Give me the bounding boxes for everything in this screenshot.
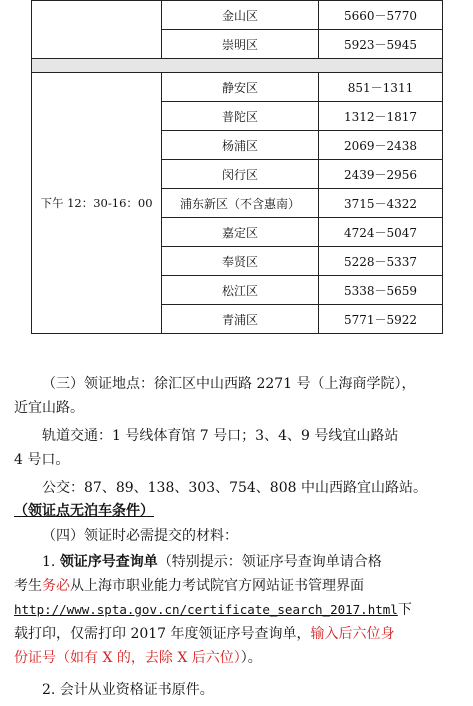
certificate-search-link[interactable]: http://www.spta.gov.cn/certificate_search_2017.html [14,602,398,617]
item-text: 考生 [14,578,42,594]
item-text: 从上海市职业能力考试院官方网站证书管理界面 [70,578,364,594]
distribution-table [31,0,443,334]
range-cell: 851－1311 [319,73,443,102]
item-text: 载打印，仅需打印 2017 年度领证序号查询单， [14,626,311,642]
district-cell: 崇明区 [162,30,319,59]
range-cell: 5923－5945 [319,30,443,59]
location-line: （三）领证地点：徐汇区中山西路 2271 号（上海商学院）， [42,376,416,392]
range-cell: 3715－4322 [319,189,443,218]
table-row [32,1,443,30]
district-cell: 闵行区 [162,160,319,189]
district-cell: 浦东新区（不含惠南） [162,189,319,218]
bus-paragraph [14,476,466,500]
range-cell: 1312－1817 [319,102,443,131]
must-emphasis: 务必 [42,578,70,594]
transit-line: 4 号口。 [14,452,70,468]
table-row [32,73,443,102]
location-line: 近宜山路。 [14,400,84,416]
empty-time-cell [32,1,162,59]
district-cell: 青浦区 [162,305,319,334]
district-cell: 松江区 [162,276,319,305]
id-instruction: 份证号（如有 X 的，去除 X 后六位） [14,650,241,666]
district-cell: 杨浦区 [162,131,319,160]
item2-paragraph [14,678,466,702]
district-cell: 静安区 [162,73,319,102]
range-cell: 5660－5770 [319,1,443,30]
district-cell: 嘉定区 [162,218,319,247]
transit-paragraph [14,424,466,472]
item-text: 2. 会计从业资格证书原件。 [42,682,214,698]
item1-paragraph [14,550,466,670]
district-cell: 奉贤区 [162,247,319,276]
range-cell: 5228－5337 [319,247,443,276]
range-cell: 2069－2438 [319,131,443,160]
item-title: 领证序号查询单 [59,554,158,570]
item-number: 1. [42,554,60,570]
materials-heading: （四）领证时必需提交的材料： [42,528,238,544]
range-cell: 5771－5922 [319,305,443,334]
item-text: 下 [397,602,412,618]
location-paragraph [14,372,466,420]
item-text: （特别提示：领证序号查询单请合格 [157,554,382,570]
no-parking-note: （领证点无泊车条件） [14,503,154,519]
id-instruction: 输入后六位身 [310,626,395,642]
district-cell: 金山区 [162,1,319,30]
item-text: ）。 [240,650,262,666]
time-cell: 下午 12：30-16：00 [32,73,162,334]
range-cell: 5338－5659 [319,276,443,305]
transit-line: 轨道交通：1 号线体育馆 7 号口；3、4、9 号线宜山路站 [42,428,399,444]
separator-row [32,59,443,73]
district-cell: 普陀区 [162,102,319,131]
bus-line: 公交：87、89、138、303、754、808 中山西路宜山路站。 [42,480,427,496]
range-cell: 4724－5047 [319,218,443,247]
range-cell: 2439－2956 [319,160,443,189]
